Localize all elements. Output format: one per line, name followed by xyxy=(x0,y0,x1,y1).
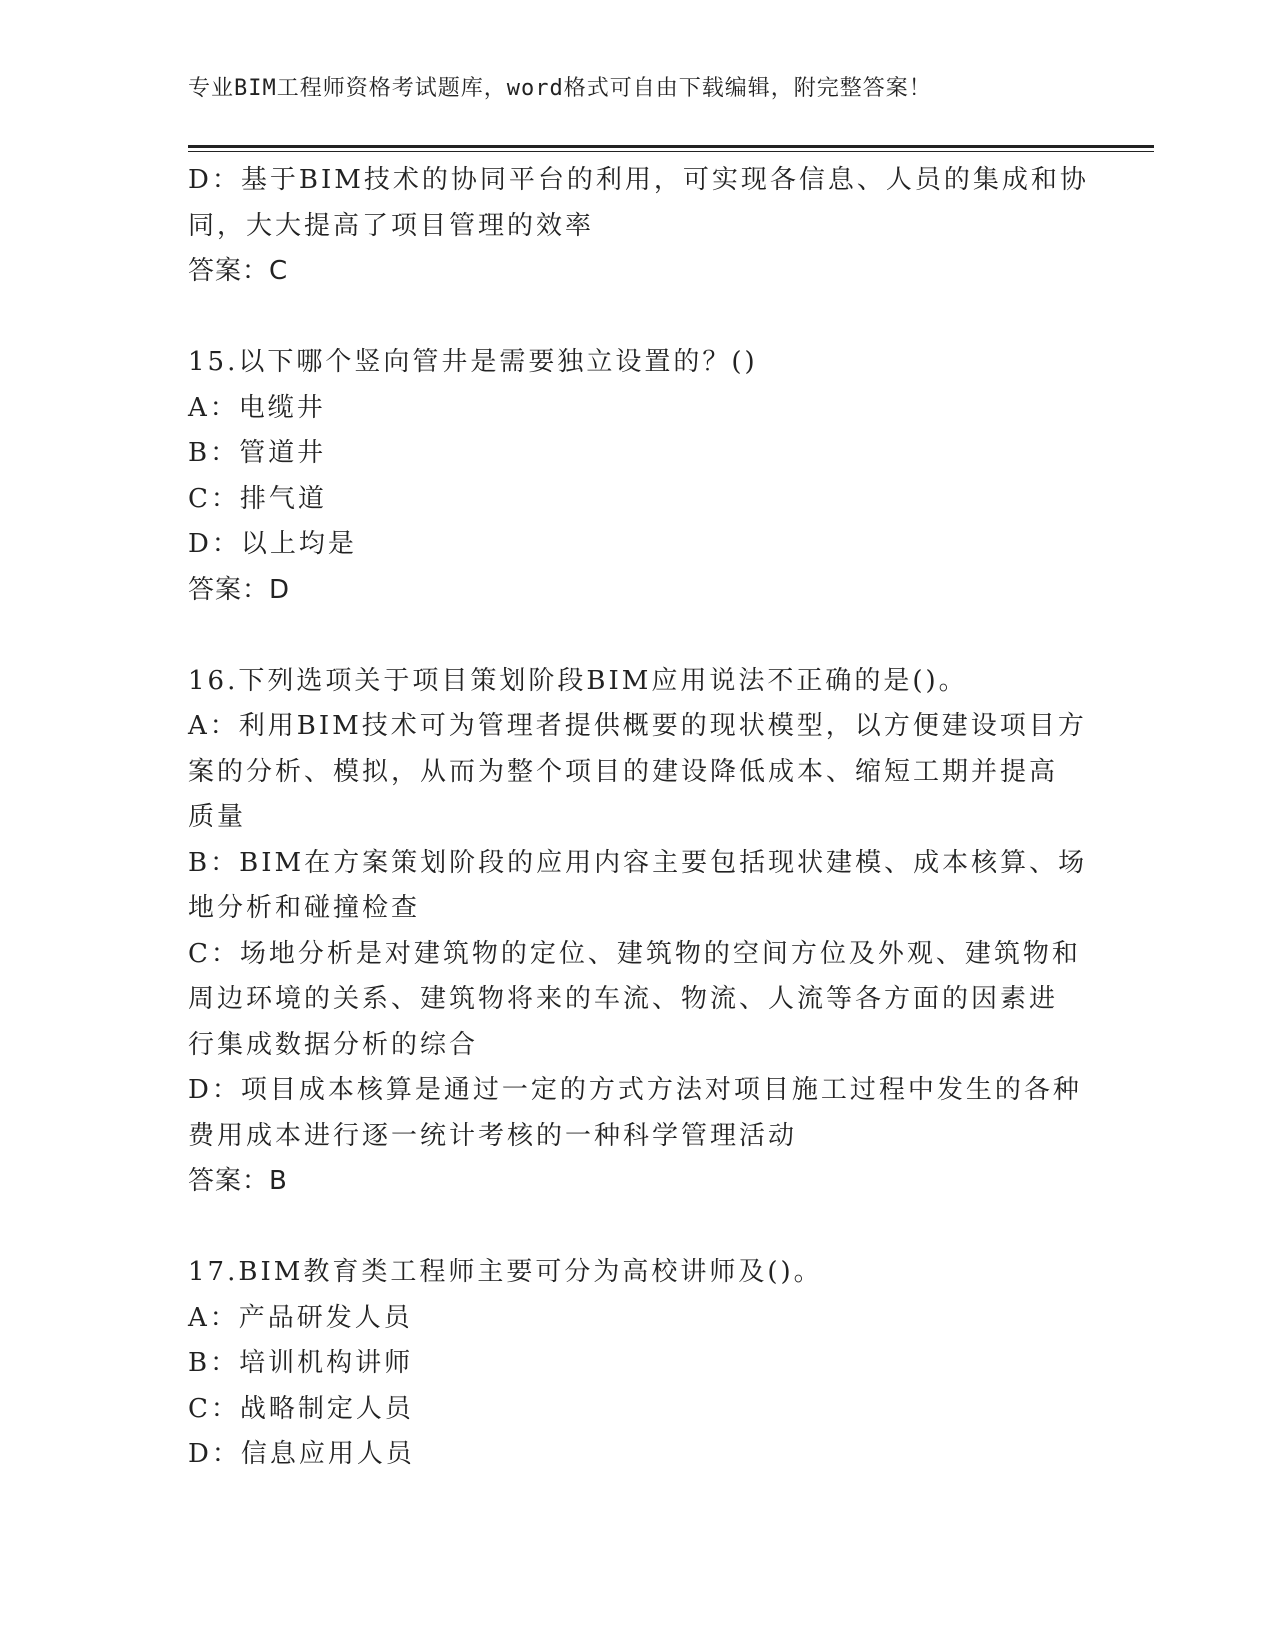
question-stem: 17.BIM教育类工程师主要可分为高校讲师及()。 xyxy=(188,1257,823,1287)
option-line: 地分析和碰撞检查 xyxy=(188,893,421,923)
option-line: C：战略制定人员 xyxy=(188,1393,414,1424)
option-line: 费用成本进行逐一统计考核的一种科学管理活动 xyxy=(188,1120,798,1151)
option-line: 质量 xyxy=(188,802,247,832)
option-line: B：管道井 xyxy=(188,438,327,468)
document-body xyxy=(188,158,1088,1478)
block-spacer xyxy=(188,1205,1088,1251)
option-line: 案的分析、模拟，从而为整个项目的建设降低成本、缩短工期并提高 xyxy=(188,756,1059,787)
block-spacer xyxy=(188,613,1088,659)
answer-line: 答案：B xyxy=(188,1166,288,1196)
option-line: B：培训机构讲师 xyxy=(188,1348,414,1378)
question-block xyxy=(188,340,1088,613)
option-line: A：电缆井 xyxy=(188,392,326,423)
answer-line: 答案：D xyxy=(188,574,291,605)
block-spacer xyxy=(188,295,1088,341)
option-line: 行集成数据分析的综合 xyxy=(188,1029,479,1060)
option-line: B：BIM在方案策划阶段的应用内容主要包括现状建模、成本核算、场 xyxy=(188,847,1088,878)
option-line: D：信息应用人员 xyxy=(188,1439,415,1469)
option-line: 周边环境的关系、建筑物将来的车流、物流、人流等各方面的因素进 xyxy=(188,984,1059,1014)
answer-line: 答案：C xyxy=(188,256,289,286)
option-line: 同，大大提高了项目管理的效率 xyxy=(188,210,595,241)
question-block xyxy=(188,659,1088,1205)
option-line: D：项目成本核算是通过一定的方式方法对项目施工过程中发生的各种 xyxy=(188,1075,1082,1105)
option-line: D：基于BIM技术的协同平台的利用，可实现各信息、人员的集成和协 xyxy=(188,165,1089,195)
header-rule-thin xyxy=(188,151,1154,152)
option-line: A：利用BIM技术可为管理者提供概要的现状模型，以方便建设项目方 xyxy=(188,711,1087,741)
question-block xyxy=(188,158,1088,295)
option-line: D：以上均是 xyxy=(188,529,357,559)
header-rule-thick xyxy=(188,145,1154,148)
question-stem: 15.以下哪个竖向管井是需要独立设置的？() xyxy=(188,347,758,377)
question-block xyxy=(188,1250,1088,1478)
question-stem: 16.下列选项关于项目策划阶段BIM应用说法不正确的是()。 xyxy=(188,665,968,696)
option-line: C：排气道 xyxy=(188,483,327,514)
option-line: A：产品研发人员 xyxy=(188,1302,413,1333)
document-header: 专业BIM工程师资格考试题库，word格式可自由下载编辑，附完整答案！ xyxy=(188,76,932,101)
option-line: C：场地分析是对建筑物的定位、建筑物的空间方位及外观、建筑物和 xyxy=(188,938,1081,969)
